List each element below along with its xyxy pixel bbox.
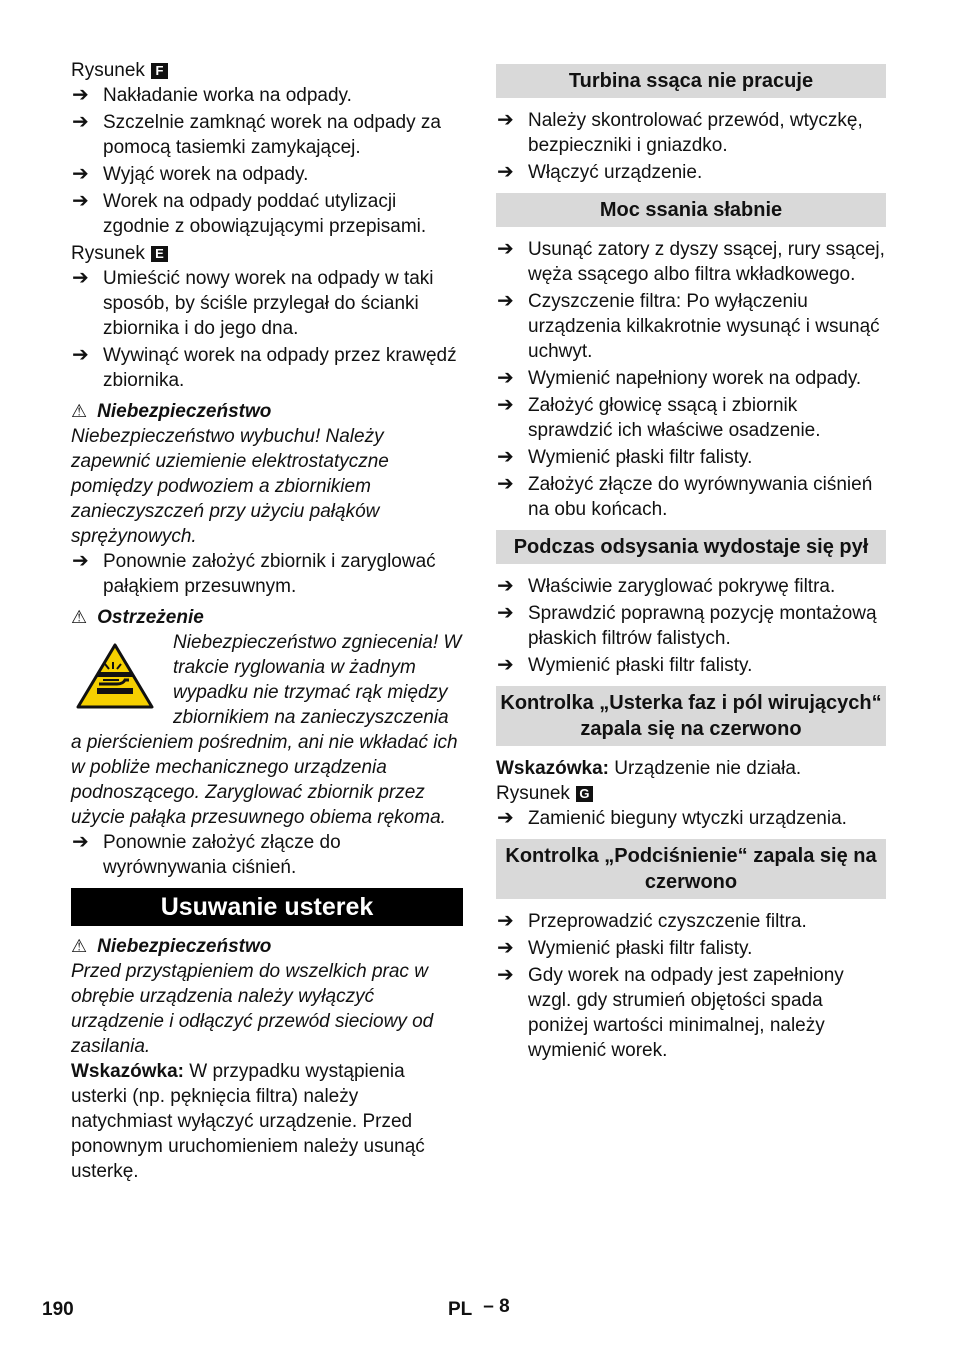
- arrow-right-icon: ➔: [72, 190, 89, 212]
- caution-heading: [71, 605, 463, 630]
- arrow-right-icon: ➔: [497, 394, 514, 416]
- steps-list: [71, 549, 463, 599]
- list-item: ➔ Założyć złącze do wyrównywania ciśnień na obu końcach.: [497, 473, 873, 520]
- arrow-right-icon: ➔: [497, 290, 514, 312]
- figure-reference-e: [71, 241, 463, 266]
- warning-triangle-icon: ⚠: [71, 401, 88, 421]
- list-item: ➔ Gdy worek na odpady jest zapełniony wzgl. gdy strumień objętości spada poniżej wartości minimalnej, należy wymienić worek.: [497, 964, 844, 1061]
- arrow-right-icon: ➔: [72, 84, 89, 106]
- arrow-right-icon: ➔: [497, 109, 514, 131]
- caution-block: [71, 630, 463, 830]
- arrow-right-icon: ➔: [497, 602, 514, 624]
- figure-reference-f: [71, 58, 463, 83]
- figure-label: Rysunek: [71, 243, 145, 264]
- figure-letter-box: F: [151, 63, 168, 79]
- figure-label: Rysunek: [71, 60, 145, 81]
- list-item: ➔ Szczelnie zamknąć worek na odpady za pomocą tasiemki zamykającej.: [72, 111, 441, 158]
- warning-triangle-icon: ⚠: [71, 936, 88, 956]
- caution-text: Niebezpieczeństwo zgniecenia! W trakcie ryglowania w żadnym wypadku nie trzymać rąk między zbiornikiem na zanieczyszczenia a pierścieniem pośrednim, ani nie wkładać ich w pobliże mechanicznego urządzenia podnoszącego. Zaryglować zbiornik przez użycie pałąka przesuwnego obiema rękoma.: [71, 632, 462, 828]
- arrow-right-icon: ➔: [72, 163, 89, 185]
- list-item: ➔ Worek na odpady poddać utylizacji zgodnie z obowiązującymi przepisami.: [72, 190, 427, 237]
- arrow-right-icon: ➔: [497, 367, 514, 389]
- arrow-right-icon: ➔: [497, 910, 514, 932]
- danger-text: Niebezpieczeństwo wybuchu! Należy zapewnić uziemienie elektrostatyczne pomiędzy podwoziem a zbiornikiem zanieczyszczeń przy użyciu pałąków sprężynowych.: [71, 426, 389, 547]
- language-code: PL: [448, 1299, 472, 1320]
- arrow-right-icon: ➔: [72, 267, 89, 289]
- list-item: ➔ Wymienić napełniony worek na odpady.: [497, 367, 862, 389]
- page-number: 190: [42, 1299, 74, 1320]
- section-title: Usuwanie usterek: [71, 888, 463, 926]
- steps-list: [496, 574, 886, 678]
- list-item: ➔ Ponownie założyć zbiornik i zaryglować pałąkiem przesuwnym.: [72, 550, 436, 597]
- arrow-right-icon: ➔: [497, 446, 514, 468]
- list-item: ➔ Sprawdzić poprawną pozycję montażową płaskich filtrów falistych.: [497, 602, 877, 649]
- section-heading: Moc ssania słabnie: [496, 193, 886, 227]
- note-paragraph: [71, 1059, 463, 1184]
- danger-title: Niebezpieczeństwo: [97, 936, 272, 957]
- list-item: ➔ Nakładanie worka na odpady.: [72, 84, 352, 106]
- arrow-right-icon: ➔: [497, 807, 514, 829]
- list-item: ➔ Należy skontrolować przewód, wtyczkę, bezpieczniki i gniazdko.: [497, 109, 863, 156]
- note-paragraph: [496, 756, 886, 781]
- danger-heading: [71, 399, 463, 424]
- steps-list: [71, 83, 463, 239]
- steps-list: [496, 237, 886, 522]
- sub-page-number: – 8: [483, 1296, 510, 1317]
- list-item: ➔ Zamienić bieguny wtyczki urządzenia.: [497, 807, 847, 829]
- list-item: ➔ Wywinąć worek na odpady przez krawędź zbiornika.: [72, 344, 457, 391]
- note-label: Wskazówka:: [71, 1061, 184, 1082]
- list-item: ➔ Usunąć zatory z dyszy ssącej, rury ssącej, węża ssącego albo filtra wkładkowego.: [497, 238, 885, 285]
- figure-letter-box: E: [151, 246, 168, 262]
- steps-list: [496, 909, 886, 1063]
- list-item: ➔ Właściwie zaryglować pokrywę filtra.: [497, 575, 836, 597]
- figure-label: Rysunek: [496, 783, 570, 804]
- section-heading: Kontrolka „Usterka faz i pól wirujących“ zapala się na czerwono: [496, 686, 886, 746]
- arrow-right-icon: ➔: [497, 575, 514, 597]
- section-heading: Turbina ssąca nie pracuje: [496, 64, 886, 98]
- arrow-right-icon: ➔: [497, 964, 514, 986]
- steps-list: [496, 108, 886, 185]
- list-item: ➔ Wymienić płaski filtr falisty.: [497, 937, 753, 959]
- steps-list: [496, 806, 886, 831]
- note-text: W przypadku wystąpienia usterki (np. pęknięcia filtra) należy natychmiast wyłączyć urządzenie. Przed ponownym uruchomieniem należy usunąć usterkę.: [71, 1061, 425, 1182]
- left-column: [71, 58, 463, 1184]
- note-text: Urządzenie nie działa.: [608, 758, 802, 779]
- note-label: Wskazówka:: [496, 758, 609, 779]
- list-item: ➔ Umieścić nowy worek na odpady w taki sposób, by ściśle przylegał do ścianki zbiornika i do jego dna.: [72, 267, 434, 339]
- steps-list: [71, 266, 463, 393]
- arrow-right-icon: ➔: [497, 654, 514, 676]
- list-item: ➔ Ponownie założyć złącze do wyrównywania ciśnień.: [72, 831, 341, 878]
- arrow-right-icon: ➔: [72, 550, 89, 572]
- danger-text: Przed przystąpieniem do wszelkich prac w obrębie urządzenia należy wyłączyć urządzenie i odłączyć przewód sieciowy od zasilania.: [71, 961, 434, 1057]
- caution-title: Ostrzeżenie: [97, 607, 204, 628]
- list-item: ➔ Wymienić płaski filtr falisty.: [497, 654, 753, 676]
- figure-letter-box: G: [576, 786, 593, 802]
- danger-heading: [71, 934, 463, 959]
- arrow-right-icon: ➔: [72, 831, 89, 853]
- figure-reference-g: [496, 781, 886, 806]
- section-heading: Kontrolka „Podciśnienie“ zapala się na czerwono: [496, 839, 886, 899]
- right-column: [496, 64, 886, 1065]
- list-item: ➔ Wyjąć worek na odpady.: [72, 163, 309, 185]
- warning-triangle-icon: ⚠: [71, 607, 88, 627]
- section-heading: Podczas odsysania wydostaje się pył: [496, 530, 886, 564]
- arrow-right-icon: ➔: [72, 344, 89, 366]
- arrow-right-icon: ➔: [497, 937, 514, 959]
- danger-title: Niebezpieczeństwo: [97, 401, 272, 422]
- steps-list: [71, 830, 463, 880]
- list-item: ➔ Wymienić płaski filtr falisty.: [497, 446, 753, 468]
- list-item: ➔ Przeprowadzić czyszczenie filtra.: [497, 910, 807, 932]
- arrow-right-icon: ➔: [497, 473, 514, 495]
- list-item: ➔ Włączyć urządzenie.: [497, 161, 703, 183]
- list-item: ➔ Czyszczenie filtra: Po wyłączeniu urządzenia kilkakrotnie wysunąć i wsunąć uchwyt.: [497, 290, 880, 362]
- arrow-right-icon: ➔: [72, 111, 89, 133]
- hand-crush-hazard-icon: [75, 642, 155, 710]
- arrow-right-icon: ➔: [497, 161, 514, 183]
- arrow-right-icon: ➔: [497, 238, 514, 260]
- list-item: ➔ Założyć głowicę ssącą i zbiornik sprawdzić ich właściwe osadzenie.: [497, 394, 821, 441]
- language-page-marker: [448, 1297, 510, 1322]
